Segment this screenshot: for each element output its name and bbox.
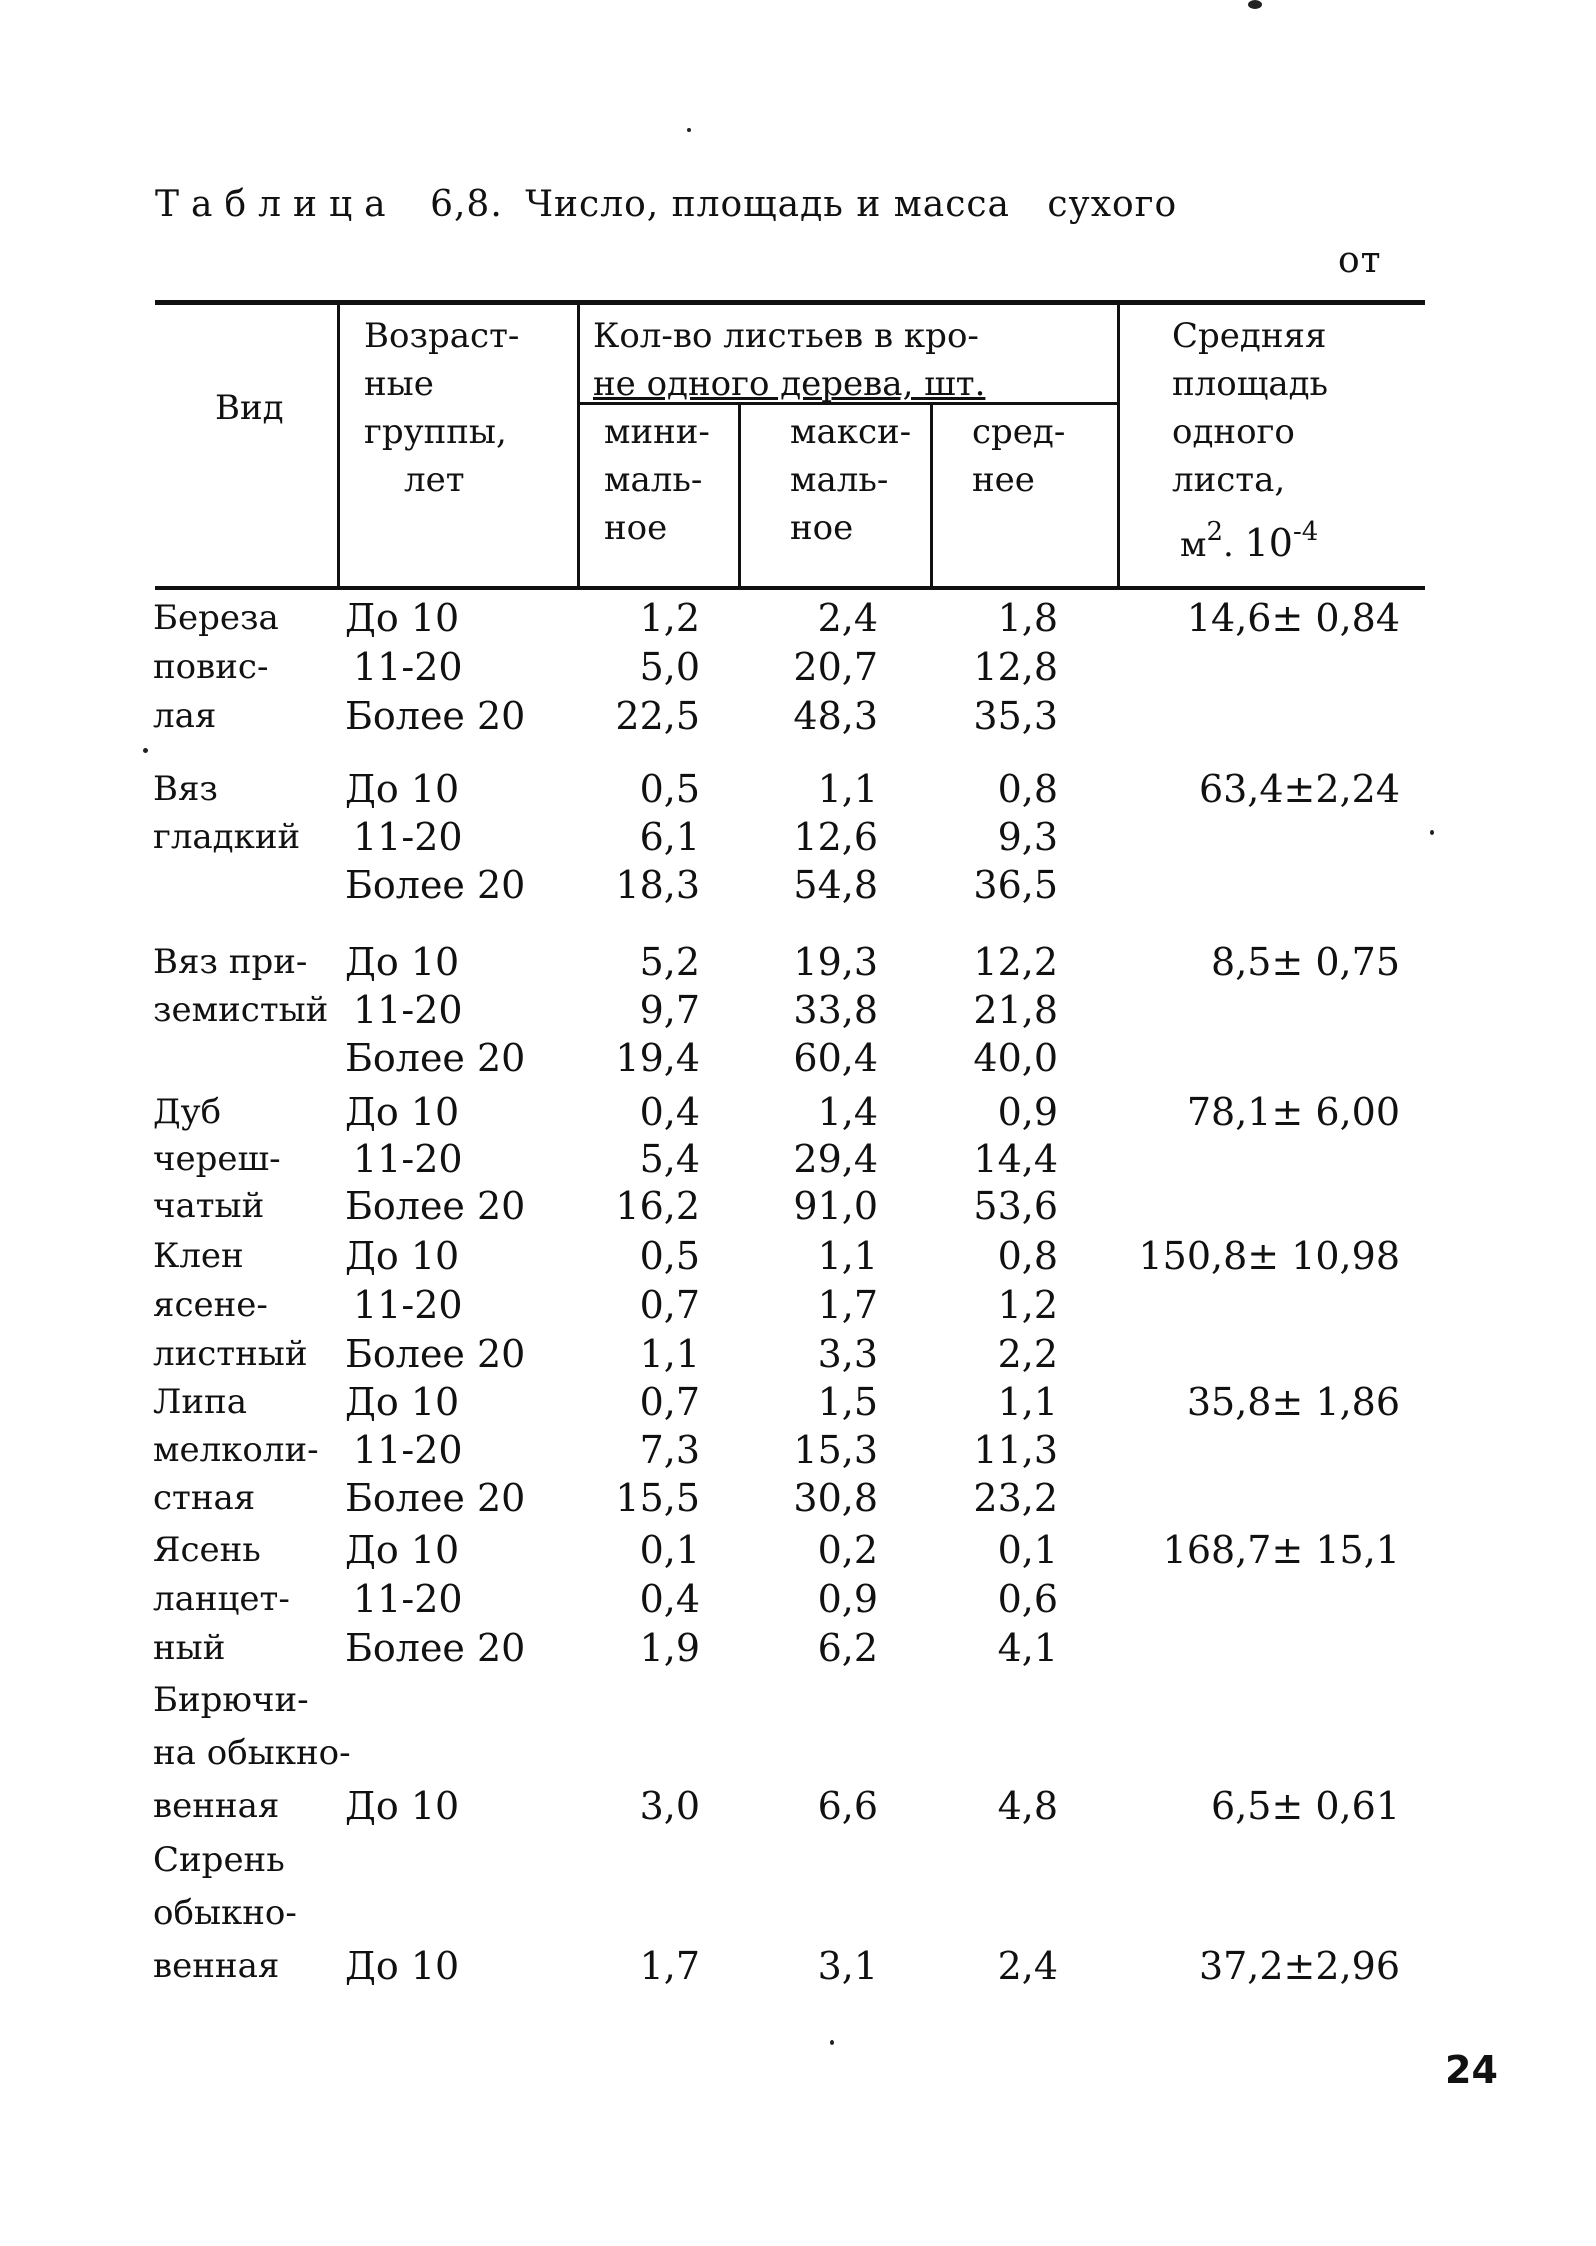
avg-count-cell: 4,1 xyxy=(997,1626,1058,1670)
species-name-line: листный xyxy=(153,1334,308,1374)
max-count-cell: 1,1 xyxy=(817,1234,878,1278)
max-count-cell: 30,8 xyxy=(793,1476,878,1520)
avg-count-cell: 2,2 xyxy=(997,1332,1058,1376)
avg-count-cell: 0,8 xyxy=(997,1234,1058,1278)
avg-count-cell: 0,1 xyxy=(997,1528,1058,1572)
max-count-cell: 60,4 xyxy=(793,1036,878,1080)
species-name-line: Дуб xyxy=(153,1092,222,1132)
age-group-cell: Более 20 xyxy=(345,1626,526,1670)
column-divider-max xyxy=(930,403,933,588)
avg-count-cell: 0,9 xyxy=(997,1090,1058,1134)
header-avg-area-line: Средняя xyxy=(1172,316,1327,356)
header-age-line: Возраст- xyxy=(364,316,520,356)
age-group-cell: 11-20 xyxy=(353,988,463,1032)
min-count-cell: 3,0 xyxy=(639,1784,700,1828)
max-count-cell: 19,3 xyxy=(793,940,878,984)
age-group-cell: 11-20 xyxy=(353,645,463,689)
avg-count-cell: 9,3 xyxy=(997,815,1058,859)
age-group-cell: 11-20 xyxy=(353,1428,463,1472)
avg-count-cell: 21,8 xyxy=(973,988,1058,1032)
avg-count-cell: 4,8 xyxy=(997,1784,1058,1828)
avg-leaf-area-cell: 63,4±2,24 xyxy=(1198,767,1400,811)
min-count-cell: 0,5 xyxy=(639,1234,700,1278)
species-name-line: земистый xyxy=(153,990,329,1030)
max-count-cell: 3,1 xyxy=(817,1944,878,1988)
page-number: 24 xyxy=(1445,2048,1498,2092)
header-avg-area xyxy=(1172,312,1328,569)
header-avg-area-line: листа, xyxy=(1172,460,1286,500)
column-divider-avg xyxy=(1117,302,1120,588)
species-name-line: Сирень xyxy=(153,1840,285,1880)
caption-continuation: от xyxy=(1338,240,1382,281)
age-group-cell: До 10 xyxy=(345,1944,460,1988)
age-group-cell: Более 20 xyxy=(345,1036,526,1080)
header-bottom-rule xyxy=(155,586,1425,590)
avg-count-cell: 1,8 xyxy=(997,596,1058,640)
header-leaf-count xyxy=(593,312,985,408)
species-name-line: Бирючи- xyxy=(153,1680,309,1720)
caption-number: 6,8. xyxy=(430,184,503,225)
column-divider-min xyxy=(738,403,741,588)
avg-count-cell: 14,4 xyxy=(973,1137,1058,1181)
scan-speck xyxy=(830,2040,834,2045)
header-avg-area-line: площадь xyxy=(1172,364,1329,404)
max-count-cell: 91,0 xyxy=(793,1184,878,1228)
header-age-group xyxy=(364,312,519,504)
unit-multiplier: 10 xyxy=(1244,521,1293,565)
min-count-cell: 0,1 xyxy=(639,1528,700,1572)
min-count-cell: 1,2 xyxy=(639,596,700,640)
min-count-cell: 1,7 xyxy=(639,1944,700,1988)
age-group-cell: Более 20 xyxy=(345,1332,526,1376)
avg-count-cell: 11,3 xyxy=(973,1428,1058,1472)
max-count-cell: 33,8 xyxy=(793,988,878,1032)
header-avg-area-unit xyxy=(1172,508,1328,569)
species-name-line: мелколи- xyxy=(153,1430,319,1470)
avg-leaf-area-cell: 8,5± 0,75 xyxy=(1211,940,1400,984)
min-count-cell: 0,4 xyxy=(639,1577,700,1621)
header-max-line: ное xyxy=(790,508,854,548)
avg-count-cell: 35,3 xyxy=(973,694,1058,738)
age-group-cell: 11-20 xyxy=(353,815,463,859)
age-group-cell: 11-20 xyxy=(353,1577,463,1621)
avg-count-cell: 2,4 xyxy=(997,1944,1058,1988)
unit-exponent: -4 xyxy=(1292,517,1319,547)
species-name-line: на обыкно- xyxy=(153,1733,351,1773)
max-count-cell: 6,2 xyxy=(817,1626,878,1670)
avg-count-cell: 0,6 xyxy=(997,1577,1058,1621)
min-count-cell: 1,1 xyxy=(639,1332,700,1376)
header-min-line: ное xyxy=(604,508,668,548)
header-age-line: ные xyxy=(364,364,434,404)
avg-count-cell: 12,8 xyxy=(973,645,1058,689)
age-group-cell: Более 20 xyxy=(345,1476,526,1520)
avg-count-cell: 36,5 xyxy=(973,863,1058,907)
header-max-line: маль- xyxy=(790,460,889,500)
max-count-cell: 3,3 xyxy=(817,1332,878,1376)
age-group-cell: До 10 xyxy=(345,1090,460,1134)
species-name-line: Береза xyxy=(153,598,279,638)
min-count-cell: 16,2 xyxy=(615,1184,700,1228)
scan-speck xyxy=(1248,0,1262,9)
species-name-line: ный xyxy=(153,1628,226,1668)
header-max xyxy=(790,408,911,552)
avg-leaf-area-cell: 6,5± 0,61 xyxy=(1211,1784,1400,1828)
header-avg-line: нее xyxy=(972,460,1035,500)
table-top-rule xyxy=(155,300,1425,305)
age-group-cell: До 10 xyxy=(345,767,460,811)
scan-speck xyxy=(143,748,148,753)
min-count-cell: 19,4 xyxy=(615,1036,700,1080)
header-avg-line: сред- xyxy=(972,412,1066,452)
max-count-cell: 29,4 xyxy=(793,1137,878,1181)
species-name-line: повис- xyxy=(153,647,269,687)
max-count-cell: 6,6 xyxy=(817,1784,878,1828)
avg-leaf-area-cell: 35,8± 1,86 xyxy=(1186,1380,1400,1424)
avg-leaf-area-cell: 78,1± 6,00 xyxy=(1186,1090,1400,1134)
species-name-line: гладкий xyxy=(153,817,301,857)
min-count-cell: 7,3 xyxy=(639,1428,700,1472)
avg-count-cell: 1,2 xyxy=(997,1283,1058,1327)
header-age-line: группы, xyxy=(364,412,507,452)
max-count-cell: 48,3 xyxy=(793,694,878,738)
min-count-cell: 5,4 xyxy=(639,1137,700,1181)
species-name-line: Вяз при- xyxy=(153,942,308,982)
avg-count-cell: 12,2 xyxy=(973,940,1058,984)
avg-leaf-area-cell: 168,7± 15,1 xyxy=(1162,1528,1400,1572)
min-count-cell: 18,3 xyxy=(615,863,700,907)
max-count-cell: 12,6 xyxy=(793,815,878,859)
max-count-cell: 0,9 xyxy=(817,1577,878,1621)
age-group-cell: До 10 xyxy=(345,1380,460,1424)
species-name-line: венная xyxy=(153,1786,280,1826)
max-count-cell: 20,7 xyxy=(793,645,878,689)
min-count-cell: 0,7 xyxy=(639,1380,700,1424)
min-count-cell: 5,0 xyxy=(639,645,700,689)
max-count-cell: 15,3 xyxy=(793,1428,878,1472)
age-group-cell: 11-20 xyxy=(353,1283,463,1327)
unit-exponent: 2 xyxy=(1206,517,1223,547)
caption-label: Таблица xyxy=(155,184,398,225)
species-name-line: венная xyxy=(153,1946,280,1986)
age-group-cell: Более 20 xyxy=(345,1184,526,1228)
min-count-cell: 6,1 xyxy=(639,815,700,859)
species-name-line: ясене- xyxy=(153,1285,268,1325)
avg-leaf-area-cell: 150,8± 10,98 xyxy=(1138,1234,1400,1278)
header-species: Вид xyxy=(215,388,284,428)
species-name-line: стная xyxy=(153,1478,256,1518)
column-divider-age xyxy=(577,302,580,588)
max-count-cell: 1,4 xyxy=(817,1090,878,1134)
age-group-cell: До 10 xyxy=(345,1528,460,1572)
max-count-cell: 0,2 xyxy=(817,1528,878,1572)
species-name-line: чатый xyxy=(153,1186,265,1226)
header-avg-area-line: одного xyxy=(1172,412,1295,452)
min-count-cell: 0,5 xyxy=(639,767,700,811)
avg-count-cell: 1,1 xyxy=(997,1380,1058,1424)
header-min-line: маль- xyxy=(604,460,703,500)
max-count-cell: 1,7 xyxy=(817,1283,878,1327)
species-name-line: Вяз xyxy=(153,769,218,809)
header-avg xyxy=(972,408,1065,504)
avg-leaf-area-cell: 37,2±2,96 xyxy=(1198,1944,1400,1988)
avg-count-cell: 40,0 xyxy=(973,1036,1058,1080)
column-divider-species xyxy=(337,302,340,588)
min-count-cell: 15,5 xyxy=(615,1476,700,1520)
age-group-cell: 11-20 xyxy=(353,1137,463,1181)
max-count-cell: 1,1 xyxy=(817,767,878,811)
scan-speck xyxy=(1430,830,1434,835)
unit-separator: . xyxy=(1223,525,1234,565)
min-count-cell: 0,4 xyxy=(639,1090,700,1134)
avg-count-cell: 0,8 xyxy=(997,767,1058,811)
header-leaf-count-line: Кол-во листьев в кро- xyxy=(593,316,979,356)
species-name-line: Ясень xyxy=(153,1530,261,1570)
age-group-cell: Более 20 xyxy=(345,694,526,738)
species-name-line: череш- xyxy=(153,1139,281,1179)
age-group-cell: До 10 xyxy=(345,596,460,640)
header-min xyxy=(604,408,710,552)
age-group-cell: До 10 xyxy=(345,940,460,984)
min-count-cell: 22,5 xyxy=(615,694,700,738)
species-name-line: обыкно- xyxy=(153,1893,297,1933)
species-name-line: Клен xyxy=(153,1236,244,1276)
header-min-line: мини- xyxy=(604,412,710,452)
species-name-line: ланцет- xyxy=(153,1579,290,1619)
header-leaf-count-line: не одного дерева, шт. xyxy=(593,364,986,404)
min-count-cell: 1,9 xyxy=(639,1626,700,1670)
age-group-cell: Более 20 xyxy=(345,863,526,907)
min-count-cell: 0,7 xyxy=(639,1283,700,1327)
caption-text: Число, площадь и масса сухого xyxy=(525,184,1178,225)
unit-base: м xyxy=(1180,525,1207,565)
avg-count-cell: 53,6 xyxy=(973,1184,1058,1228)
species-name-line: лая xyxy=(153,696,217,736)
avg-count-cell: 23,2 xyxy=(973,1476,1058,1520)
scan-speck xyxy=(687,128,691,132)
avg-leaf-area-cell: 14,6± 0,84 xyxy=(1186,596,1400,640)
age-group-cell: До 10 xyxy=(345,1234,460,1278)
table-caption xyxy=(155,184,1177,225)
header-age-line: лет xyxy=(404,460,465,500)
max-count-cell: 54,8 xyxy=(793,863,878,907)
min-count-cell: 9,7 xyxy=(639,988,700,1032)
max-count-cell: 2,4 xyxy=(817,596,878,640)
species-name-line: Липа xyxy=(153,1382,247,1422)
max-count-cell: 1,5 xyxy=(817,1380,878,1424)
age-group-cell: До 10 xyxy=(345,1784,460,1828)
header-max-line: макси- xyxy=(790,412,912,452)
min-count-cell: 5,2 xyxy=(639,940,700,984)
